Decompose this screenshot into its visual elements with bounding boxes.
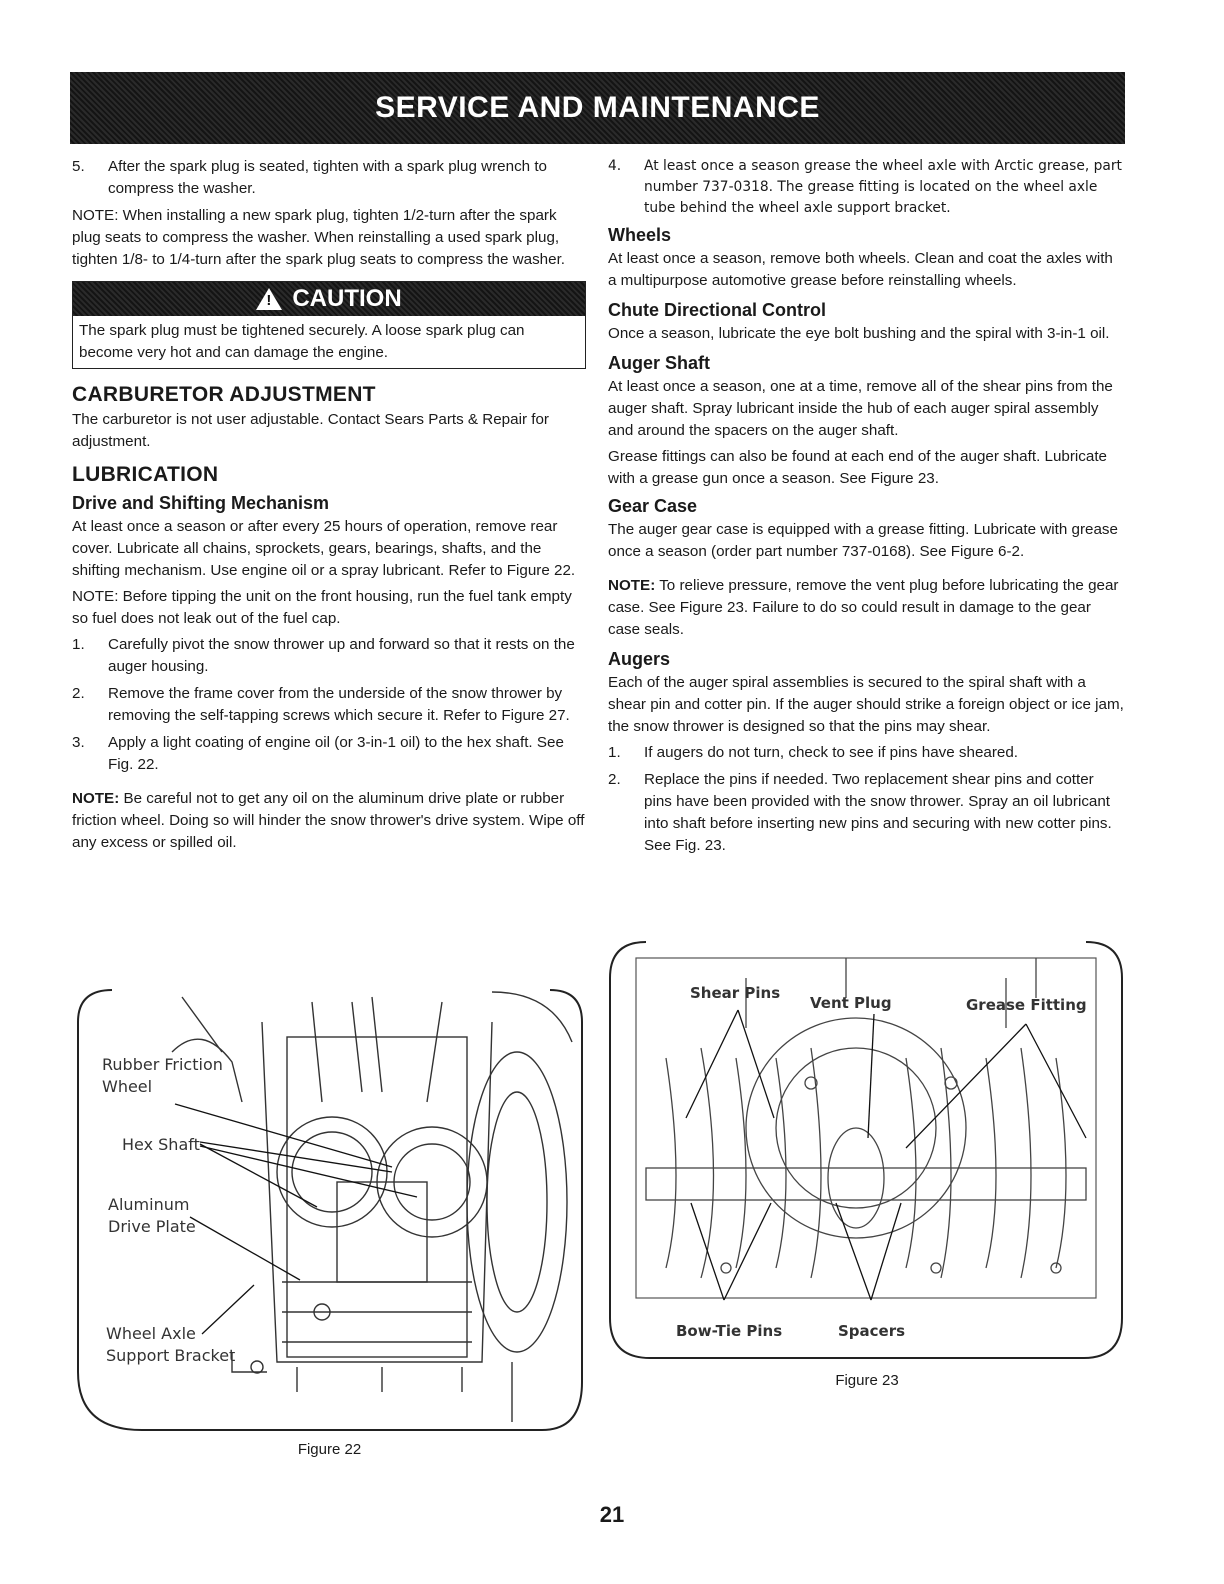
note-label: NOTE:	[72, 790, 120, 807]
page-number: 21	[599, 1502, 625, 1527]
augers-text: Each of the auger spiral assemblies is secured to the spiral shaft with a shear pin and cotter pin. If the auger should strike a foreign object or ice jam, the snow thrower is designed so that the pins may shear.	[608, 674, 1124, 735]
label-grease-fitting: Grease Fitting	[966, 996, 1087, 1014]
auger-shaft-text-2: Grease fittings can also be found at each end of the auger shaft. Lubricate with a grease gun once a season. See Figure 23.	[608, 448, 1107, 487]
label-hex-shaft: Hex Shaft	[122, 1135, 200, 1154]
step-number: 1.	[608, 744, 621, 761]
left-column	[72, 156, 587, 862]
chute-text: Once a season, lubricate the eye bolt bushing and the spiral with 3-in-1 oil.	[608, 325, 1110, 342]
note-oil	[72, 788, 587, 854]
label-bow-tie-pins: Bow-Tie Pins	[676, 1322, 783, 1340]
note-spark-plug: NOTE: When installing a new spark plug, tighten 1/2-turn after the spark plug seats to compress the washer. When reinstalling a used spark plug, tighten 1/8- to 1/4-turn after the spark plug seats to compress the washer.	[72, 207, 566, 268]
step-number: 3.	[72, 734, 85, 751]
auger-shaft-heading: Auger Shaft	[608, 353, 711, 373]
section-banner	[70, 72, 1125, 144]
step-1	[72, 634, 587, 678]
auger-step-1	[608, 742, 1124, 764]
page-title: SERVICE AND MAINTENANCE	[375, 91, 820, 124]
label-spacers: Spacers	[838, 1322, 906, 1340]
label-wheel-axle: Wheel Axle	[106, 1324, 196, 1343]
step-number: 2.	[72, 685, 85, 702]
note-oil-text: Be careful not to get any oil on the aluminum drive plate or rubber friction wheel. Doing so will hinder the snow thrower's drive system. Wipe off any excess or spilled oil.	[72, 790, 585, 851]
note-tipping: NOTE: Before tipping the unit on the front housing, run the fuel tank empty so fuel does not leak out of the fuel cap.	[72, 588, 572, 627]
label-vent-plug: Vent Plug	[810, 994, 892, 1012]
chute-heading: Chute Directional Control	[608, 300, 827, 320]
carburetor-heading: CARBURETOR ADJUSTMENT	[72, 383, 376, 406]
step-number: 2.	[608, 771, 621, 788]
warning-icon	[256, 288, 282, 310]
step-number: 5.	[72, 158, 85, 175]
gear-case-text: The auger gear case is equipped with a grease fitting. Lubricate with grease once a season (order part number 737-0168). See Figure 6-2.	[608, 521, 1118, 560]
note-vent	[608, 575, 1124, 641]
figure-22-illustration	[72, 982, 587, 1437]
caution-title: CAUTION	[292, 285, 402, 312]
step-4	[608, 156, 1124, 219]
label-rubber-friction-wheel: Rubber Friction	[102, 1055, 223, 1074]
step-text: Replace the pins if needed. Two replacement shear pins and cotter pins have been provided with the snow thrower. Spray an oil lubricant into shaft before inserting new pins and securing with new cotter pins. See Fig. 23.	[644, 771, 1112, 854]
carburetor-text: The carburetor is not user adjustable. Contact Sears Parts & Repair for adjustment.	[72, 411, 549, 450]
step-text: If augers do not turn, check to see if pins have sheared.	[644, 744, 1019, 761]
label-support-bracket: Support Bracket	[106, 1346, 236, 1365]
note-vent-text: To relieve pressure, remove the vent plug before lubricating the gear case. See Figure 23. Failure to do so could result in damage to the gear case seals.	[608, 577, 1119, 638]
wheels-heading: Wheels	[608, 225, 672, 245]
step-text: At least once a season grease the wheel axle with Arctic grease, part number 737-0318. The grease fitting is located on the wheel axle tube behind the wheel axle support bracket.	[644, 158, 1122, 216]
step-text: After the spark plug is seated, tighten with a spark plug wrench to compress the washer.	[108, 158, 547, 197]
step-text: Carefully pivot the snow thrower up and forward so that it rests on the auger housing.	[108, 636, 575, 675]
figure-22	[72, 982, 587, 1437]
label-drive-plate: Drive Plate	[108, 1217, 196, 1236]
step-text: Apply a light coating of engine oil (or 3-in-1 oil) to the hex shaft. See Fig. 22.	[108, 734, 564, 773]
note-label: NOTE:	[608, 577, 656, 594]
wheels-text: At least once a season, remove both wheels. Clean and coat the axles with a multipurpose automotive grease before reinstalling wheels.	[608, 250, 1113, 289]
lubrication-heading: LUBRICATION	[72, 463, 219, 486]
auger-shaft-text-1: At least once a season, one at a time, remove all of the shear pins from the auger shaft. Spray lubricant inside the hub of each auger spiral assembly and around the spacers on the auger shaft.	[608, 378, 1113, 439]
label-rubber-friction-wheel-2: Wheel	[102, 1077, 153, 1096]
step-text: Remove the frame cover from the underside of the snow thrower by removing the self-tapping screws which secure it. Refer to Figure 27.	[108, 685, 570, 724]
gear-case-heading: Gear Case	[608, 496, 698, 516]
figure-22-caption: Figure 22	[297, 1441, 362, 1458]
caution-header	[73, 282, 585, 316]
step-number: 4.	[608, 158, 622, 174]
step-3	[72, 732, 587, 776]
auger-step-2	[608, 769, 1124, 857]
caution-text: The spark plug must be tightened securely. A loose spark plug can become very hot and can damage the engine.	[79, 322, 525, 361]
drive-heading: Drive and Shifting Mechanism	[72, 493, 330, 513]
figure-23	[606, 938, 1128, 1366]
step-2	[72, 683, 587, 727]
caution-box	[72, 281, 586, 369]
label-shear-pins: Shear Pins	[690, 984, 781, 1002]
right-column	[608, 156, 1124, 862]
figure-23-illustration	[606, 938, 1128, 1366]
augers-heading: Augers	[608, 649, 671, 669]
drive-text: At least once a season or after every 25 hours of operation, remove rear cover. Lubricate all chains, sprockets, gears, bearings, shafts, and the shifting mechanism. Use engine oil or a spray lubricant. Refer to Figure 22.	[72, 518, 576, 579]
figure-23-caption: Figure 23	[835, 1372, 899, 1389]
step-number: 1.	[72, 636, 85, 653]
step-5	[72, 156, 587, 200]
label-aluminum: Aluminum	[108, 1195, 190, 1214]
